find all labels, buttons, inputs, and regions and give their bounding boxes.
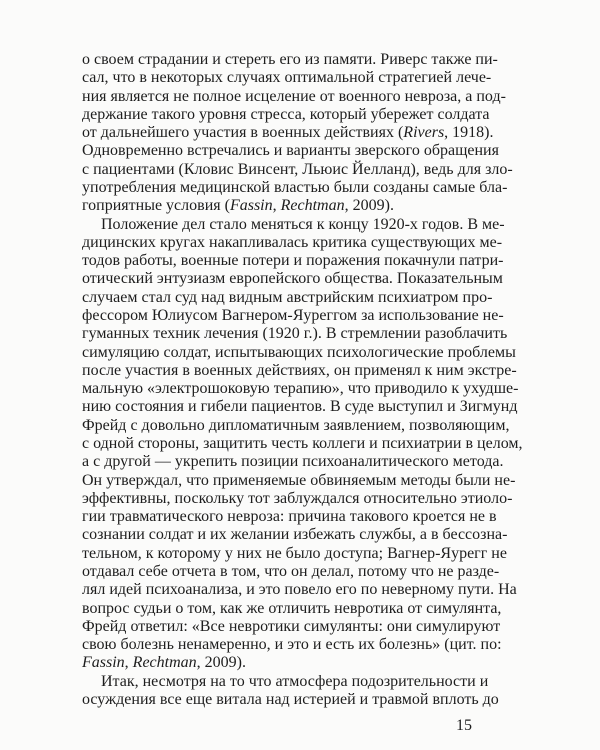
text-line: отдавал себе отчета в том, что он делал, потому что не разде- — [82, 563, 500, 580]
text-line: отический энтузиазм европейского общества. Показательным — [82, 270, 503, 288]
citation-separator: , — [272, 197, 281, 215]
text-line: свою болезнь ненамеренно, и это и есть их болезнь» (цит. по: — [82, 636, 502, 654]
text-line: Фрейд ответил: «Все невротики симулянты: они симулируют — [82, 617, 501, 635]
text-line: осуждения все еще витала над истерией и травмой вплоть до — [82, 691, 499, 708]
text-line: после участия в военных действиях, он применял к ним экстре- — [82, 361, 517, 379]
text-line: вопрос судьи о том, как же отличить невротика от симулянта, — [82, 599, 502, 617]
text-line: держание такого уровня стресса, который убережет солдата — [82, 105, 490, 123]
citation-author: Rivers — [403, 124, 445, 142]
text-line: лял идей психоанализа, и это повело его по неверному пути. На — [82, 581, 517, 599]
text-line: мальную «электрошоковую терапию», что приводило к ухудше- — [82, 380, 519, 398]
text-line: а с другой — укрепить позиции психоаналитического метода. — [82, 453, 504, 471]
text-line — [82, 653, 474, 673]
text-line: фессором Юлиусом Вагнером-Яуреггом за использование не- — [82, 307, 504, 324]
text-line: Фрейд с довольно дипломатичным заявлением, позволяющим, — [82, 416, 510, 434]
page-number: 15 — [456, 717, 472, 734]
text-line — [82, 123, 494, 143]
text-line: Одновременно встречались и варианты зверского обращения — [82, 142, 499, 160]
citation-author: Fassin — [229, 197, 273, 215]
text-line: Он утверждал, что применяемые обвиняемым методы были не- — [82, 471, 516, 489]
text-line: нию состояния и гибели пациентов. В суде выступил и Зигмунд — [82, 398, 518, 416]
text-line: сознании солдат и их желании избежать службы, а в бессозна- — [82, 526, 508, 544]
citation-author: Fassin — [82, 654, 125, 672]
text-line: дицинских кругах накапливалась критика существующих ме- — [82, 233, 503, 251]
citation-year: , 2009). — [344, 197, 394, 215]
text-line: употребления медицинской властью были созданы самые бла- — [82, 179, 508, 196]
text-line: симуляцию солдат, испытывающих психологические проблемы — [82, 343, 516, 361]
citation-year: , 2009). — [196, 654, 246, 672]
text-line: сал, что в некоторых случаях оптимальной стратегией лече- — [82, 69, 492, 87]
text-run: от дальнейшего участия в военных действиях ( — [82, 124, 404, 142]
text-line: с одной стороны, защитить честь коллеги и психиатрии в целом, — [82, 435, 523, 452]
citation-author: Rechtman — [132, 654, 197, 672]
paragraph-first-line: Положение дел стало меняться к концу 1920-х годов. В ме- — [101, 215, 505, 233]
text-line: случаем стал суд над видным австрийским психиатром про- — [82, 288, 493, 306]
text-line: тодов работы, военные потери и поражения покачнули патри- — [82, 252, 504, 270]
text-line — [82, 196, 474, 216]
text-run: гоприятные условия ( — [82, 197, 230, 215]
text-line: тельном, к которому у них не было доступа; Вагнер-Яурегг не — [82, 544, 507, 562]
text-line: о своем страдании и стереть его из памяти. Риверс также пи- — [82, 51, 498, 68]
text-line: ния является не полное исцеление от военного невроза, а под- — [82, 87, 506, 105]
citation-separator: , — [124, 654, 133, 672]
text-line: эффективны, поскольку тот заблуждался относительно этиоло- — [82, 489, 513, 507]
text-line: гии травматического невроза: причина такового кроется не в — [82, 508, 497, 526]
text-line: гуманных техник лечения (1920 г.). В стремлении разоблачить — [82, 325, 508, 343]
text-line: с пациентами (Кловис Винсент, Льюис Йелланд), ведь для зло- — [82, 160, 513, 178]
citation-author: Rechtman — [280, 197, 345, 215]
paragraph-first-line: Итак, несмотря на то что атмосфера подозрительности и — [101, 672, 489, 690]
citation-year: , 1918). — [444, 124, 494, 142]
